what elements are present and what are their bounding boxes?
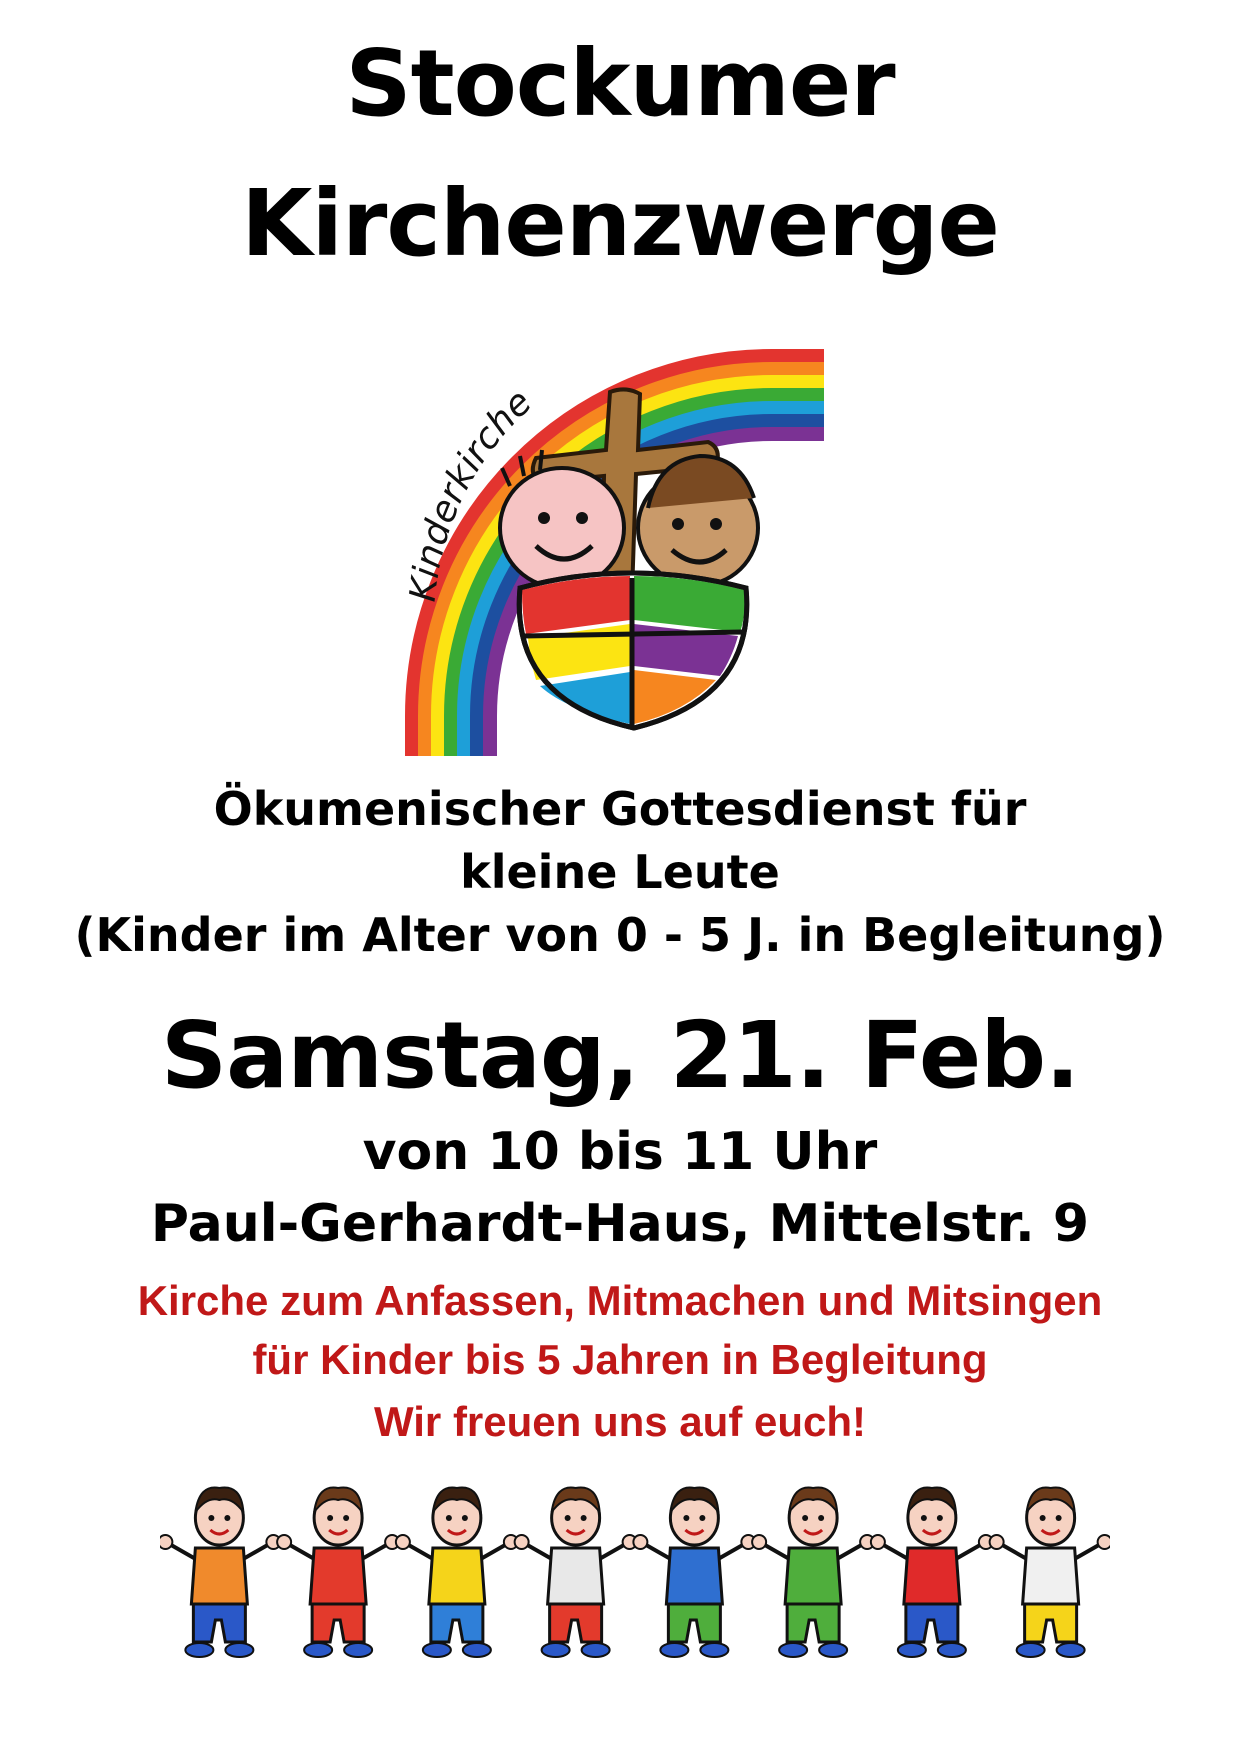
child-figure bbox=[277, 1488, 399, 1658]
highlight-line-1: Kirche zum Anfassen, Mitmachen und Mitsingen bbox=[137, 1277, 1103, 1324]
title-line-2: Kirchenzwerge bbox=[241, 170, 999, 277]
highlight-line-3: Wir freuen uns auf euch! bbox=[373, 1398, 866, 1445]
child-figure bbox=[396, 1488, 518, 1658]
boat-icon bbox=[519, 573, 747, 728]
highlight-line-2: für Kinder bis 5 Jahren in Begleitung bbox=[252, 1336, 988, 1383]
child-figure bbox=[515, 1488, 637, 1658]
event-place: Paul-Gerhardt-Haus, Mittelstr. 9 bbox=[150, 1194, 1090, 1254]
logo-text: Kinderkirche bbox=[402, 381, 540, 604]
child-figure bbox=[871, 1488, 993, 1658]
child-figure bbox=[752, 1488, 874, 1658]
children-illustration bbox=[160, 1474, 1110, 1674]
event-date: Samstag, 21. Feb. bbox=[160, 1002, 1080, 1109]
kinderkirche-logo bbox=[372, 296, 832, 756]
subtitle-line-3: (Kinder im Alter von 0 - 5 J. in Begleitung) bbox=[74, 908, 1166, 962]
child-figure bbox=[990, 1488, 1110, 1658]
child-face-right bbox=[638, 456, 758, 586]
title-line-1: Stockumer bbox=[345, 30, 895, 137]
child-figure bbox=[633, 1488, 755, 1658]
subtitle-line-1: Ökumenischer Gottesdienst für bbox=[213, 782, 1027, 836]
child-figure bbox=[160, 1488, 280, 1658]
subtitle-line-2: kleine Leute bbox=[460, 845, 780, 899]
event-time: von 10 bis 11 Uhr bbox=[362, 1122, 878, 1182]
